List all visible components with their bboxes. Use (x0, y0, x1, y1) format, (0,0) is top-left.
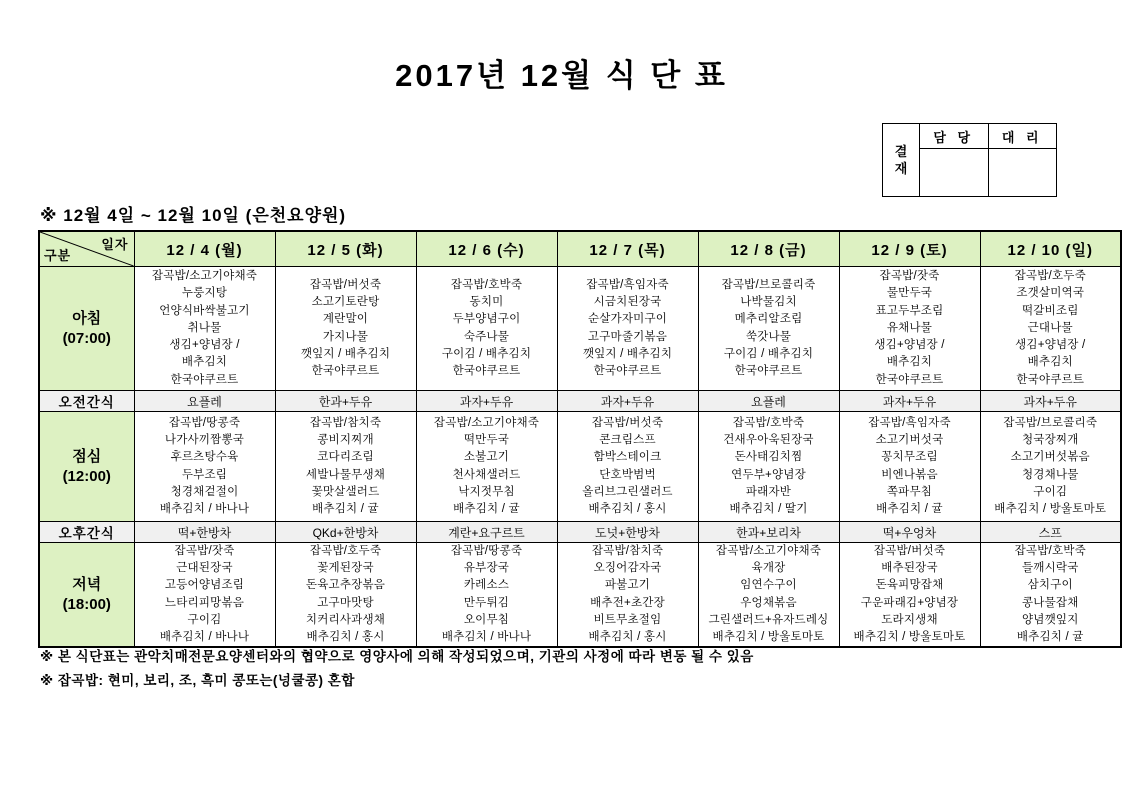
meal-cell: 잡곡밥/소고기야채죽 누룽지탕 언양식바싹불고기 취나물 생김+양념장 / 배추김치 한국야쿠르트 (134, 267, 275, 391)
meal-cell: 잡곡밥/브로콜리죽 청국장찌개 소고기버섯볶음 청경채나물 구이김 배추김치 / 방울토마토 (980, 412, 1121, 522)
snack-cell: 과자+두유 (839, 391, 980, 412)
day-header-thu: 12 / 7 (목) (557, 231, 698, 267)
row-header-afternoon-snack: 오후간식 (39, 522, 134, 543)
snack-cell: 요플레 (134, 391, 275, 412)
dinner-row (39, 543, 1121, 648)
approval-col-damdang (920, 124, 988, 196)
meal-cell: 잡곡밥/호박죽 건새우아욱된장국 돈사태김치찜 연두부+양념장 파래자반 배추김치 / 딸기 (698, 412, 839, 522)
snack-cell: 과자+두유 (557, 391, 698, 412)
row-header-lunch (39, 412, 134, 522)
footer-note-2: ※ 잡곡밥: 현미, 보리, 조, 흑미 콩또는(넝쿨콩) 혼합 (40, 673, 355, 688)
corner-category-label: 구분 (44, 248, 72, 263)
row-header-dinner-label: 저녁 (72, 575, 102, 593)
snack-cell: 과자+두유 (980, 391, 1121, 412)
page-title: 2017년 12월 식 단 표 (395, 58, 728, 93)
meal-cell: 잡곡밥/땅콩죽 나가사끼짬뽕국 후르츠탕수육 두부조림 청경채겉절이 배추김치 / 바나나 (134, 412, 275, 522)
week-range-subtitle: ※ 12월 4일 ~ 12월 10일 (은천요양원) (40, 206, 347, 225)
footer-notes (40, 645, 754, 693)
meal-cell: 잡곡밥/흑임자죽 소고기버섯국 꽁치무조림 비엔나볶음 쪽파무침 배추김치 / 귤 (839, 412, 980, 522)
meal-cell: 잡곡밥/브로콜리죽 나박물김치 메추리알조림 쑥갓나물 구이김 / 배추김치 한국야쿠르트 (698, 267, 839, 391)
meal-cell: 잡곡밥/호박죽 동치미 두부양념구이 숙주나물 구이김 / 배추김치 한국야쿠르트 (416, 267, 557, 391)
lunch-row (39, 412, 1121, 522)
meal-cell: 잡곡밥/버섯죽 콘크림스프 함박스테이크 단호박범벅 올리브그린샐러드 배추김치 / 홍시 (557, 412, 698, 522)
snack-cell: 떡+한방차 (134, 522, 275, 543)
menu-table (38, 230, 1122, 648)
approval-sign-cell (989, 149, 1057, 196)
row-header-dinner-time: (18:00) (62, 595, 111, 613)
meal-cell: 잡곡밥/호박죽 들깨시락국 삼치구이 콩나물잡채 양념깻잎지 배추김치 / 귤 (980, 543, 1121, 648)
meal-cell: 잡곡밥/땅콩죽 유부장국 카레소스 만두튀김 오이무침 배추김치 / 바나나 (416, 543, 557, 648)
meal-cell: 잡곡밥/잣죽 물만두국 표고두부조림 유채나물 생김+양념장 / 배추김치 한국야쿠르트 (839, 267, 980, 391)
snack-cell: 요플레 (698, 391, 839, 412)
approval-sign-cell (920, 149, 988, 196)
approval-col-daeri-label: 대 리 (989, 124, 1057, 149)
day-header-wed: 12 / 6 (수) (416, 231, 557, 267)
approval-box (882, 123, 1057, 197)
snack-cell: 과자+두유 (416, 391, 557, 412)
approval-col-daeri (988, 124, 1057, 196)
snack-cell: 한과+두유 (275, 391, 416, 412)
day-header-sun: 12 / 10 (일) (980, 231, 1121, 267)
meal-cell: 잡곡밥/버섯죽 배추된장국 돈육피망잡채 구운파래김+양념장 도라지생채 배추김치 / 방울토마토 (839, 543, 980, 648)
snack-cell: QKd+한방차 (275, 522, 416, 543)
morning-snack-row (39, 391, 1121, 412)
approval-stamp-char-2: 재 (894, 161, 908, 176)
day-header-tue: 12 / 5 (화) (275, 231, 416, 267)
meal-cell: 잡곡밥/호두죽 조갯살미역국 떡갈비조림 근대나물 생김+양념장 / 배추김치 한국야쿠르트 (980, 267, 1121, 391)
corner-date-label: 일자 (101, 237, 129, 252)
approval-col-damdang-label: 담 당 (920, 124, 988, 149)
snack-cell: 한과+보리차 (698, 522, 839, 543)
snack-cell: 계란+요구르트 (416, 522, 557, 543)
meal-cell: 잡곡밥/소고기야채죽 떡만두국 소불고기 천사채샐러드 낙지젓무침 배추김치 / 귤 (416, 412, 557, 522)
meal-cell: 잡곡밥/참치죽 오징어감자국 파불고기 배추전+초간장 비트무초절임 배추김치 / 홍시 (557, 543, 698, 648)
snack-cell: 도넛+한방차 (557, 522, 698, 543)
meal-cell: 잡곡밥/호두죽 꽃게된장국 돈육고추장볶음 고구마맛탕 치커리사과생채 배추김치 / 홍시 (275, 543, 416, 648)
meal-cell: 잡곡밥/흑임자죽 시금치된장국 순살가자미구이 고구마줄기볶음 깻잎지 / 배추김치 한국야쿠르트 (557, 267, 698, 391)
footer-note-1: ※ 본 식단표는 관악치매전문요양센터와의 협약으로 영양사에 의해 작성되었으며, 기관의 사정에 따라 변동 될 수 있음 (40, 649, 754, 664)
day-header-fri: 12 / 8 (금) (698, 231, 839, 267)
row-header-dinner (39, 543, 134, 648)
meal-cell: 잡곡밥/잣죽 근대된장국 고등어양념조림 느타리피망볶음 구이김 배추김치 / 바나나 (134, 543, 275, 648)
row-header-breakfast (39, 267, 134, 391)
day-header-mon: 12 / 4 (월) (134, 231, 275, 267)
meal-cell: 잡곡밥/버섯죽 소고기토란탕 계란말이 가지나물 깻잎지 / 배추김치 한국야쿠르트 (275, 267, 416, 391)
row-header-breakfast-label: 아침 (72, 309, 102, 327)
row-header-lunch-label: 점심 (72, 447, 102, 465)
table-header-row (39, 231, 1121, 267)
row-header-breakfast-time: (07:00) (62, 329, 111, 347)
approval-stamp-char-1: 결 (894, 144, 908, 159)
meal-cell: 잡곡밥/소고기야채죽 육개장 임연수구이 우엉채볶음 그린샐러드+유자드레싱 배추김치 / 방울토마토 (698, 543, 839, 648)
approval-stamp-label (883, 124, 920, 196)
snack-cell: 떡+우엉차 (839, 522, 980, 543)
corner-cell (39, 231, 134, 267)
row-header-lunch-time: (12:00) (62, 467, 111, 485)
breakfast-row (39, 267, 1121, 391)
meal-cell: 잡곡밥/참치죽 콩비지찌개 코다리조림 세발나물무생채 꽃맛살샐러드 배추김치 / 귤 (275, 412, 416, 522)
row-header-morning-snack: 오전간식 (39, 391, 134, 412)
afternoon-snack-row (39, 522, 1121, 543)
day-header-sat: 12 / 9 (토) (839, 231, 980, 267)
snack-cell: 스프 (980, 522, 1121, 543)
